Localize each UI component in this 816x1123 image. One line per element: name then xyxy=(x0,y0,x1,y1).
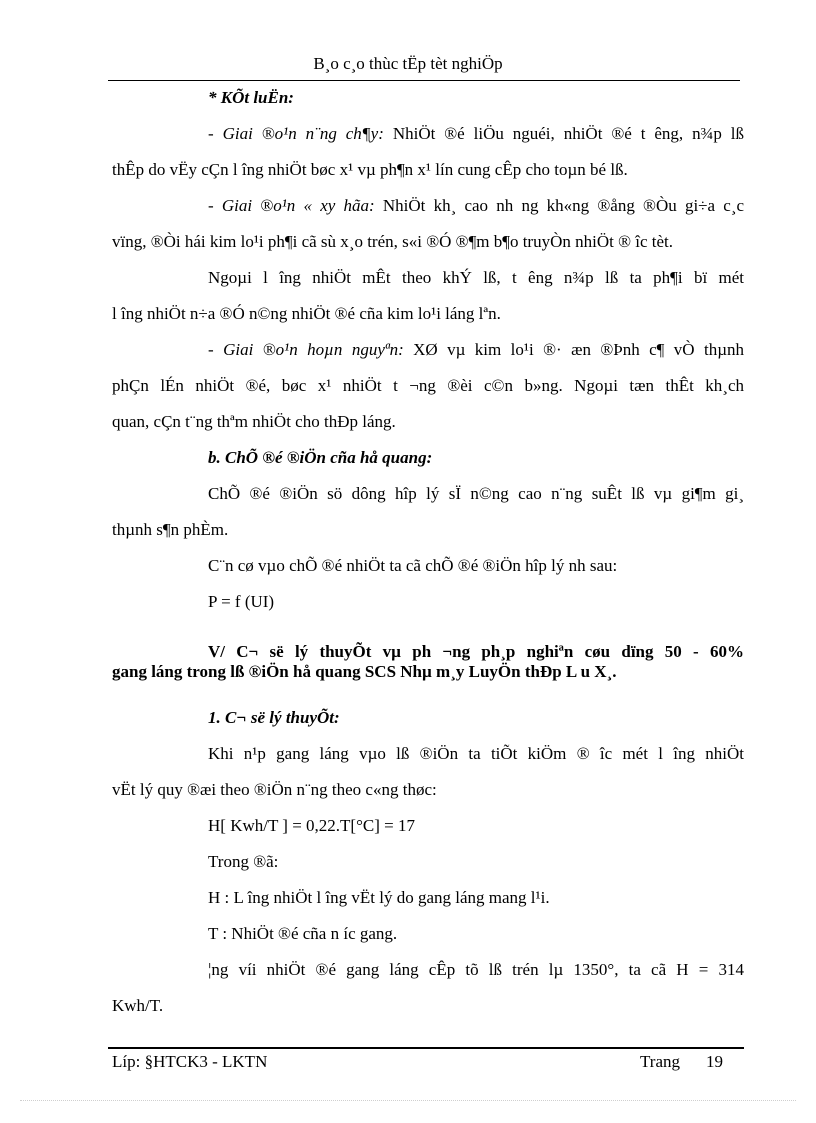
para4-line2: phÇn lÉn nhiÖt ®é, bøc x¹ nhiÖt t ¬ng ®èi c©n b»ng. Ngoµi tæn thÊt kh¸ch xyxy=(112,376,744,395)
footer-page-label: Trang xyxy=(640,1052,680,1071)
para7-line2: vËt lý quy ®æi theo ®iÖn n¨ng theo c«ng thøc: xyxy=(112,780,437,799)
para4-line1-text: XØ vµ kim lo¹i ®· æn ®Þnh c¶ vÒ thµnh xyxy=(403,340,744,359)
para4-line3: quan, cÇn t¨ng thªm nhiÖt cho thÐp láng. xyxy=(112,412,396,431)
heading-1: 1. C¬ së lý thuyÕt: xyxy=(208,708,340,727)
para3-line1: Ngoµi l îng nhiÖt mÊt theo khÝ lß, t êng n¾p lß ta ph¶i bï mét xyxy=(208,268,744,287)
para1-line1 xyxy=(112,116,744,152)
para4-label: - Giai ®o¹n hoµn nguyªn: xyxy=(208,340,404,359)
para1-line2: thÊp do vËy cÇn l îng nhiÖt bøc x¹ vµ ph¶n x¹ lín cung cÊp cho toµn bé lß. xyxy=(112,160,628,179)
page-body xyxy=(112,80,744,1024)
footer-class-label: Líp: §HTCK3 - LKTN xyxy=(112,1052,268,1071)
para7-line1: Khi n¹p gang láng vµo lß ®iÖn ta tiÕt kiÖm ® îc mét l îng nhiÖt xyxy=(208,744,744,763)
definition-h: H : L îng nhiÖt l îng vËt lý do gang láng mang l¹i. xyxy=(208,888,550,907)
para2-line2: vïng, ®Òi hái kim lo¹i ph¶i cã sù x¸o trén, s«i ®Ó ®¶m b¶o truyÒn nhiÖt ® îc tèt. xyxy=(112,232,674,251)
para1-line1-text: NhiÖt ®é liÖu nguéi, nhiÖt ®é t êng, n¾p lß xyxy=(383,124,744,143)
section-v-title xyxy=(112,642,744,682)
para3-line2: l îng nhiÖt n÷a ®Ó n©ng nhiÖt ®é cña kim lo¹i láng lªn. xyxy=(112,304,501,323)
para2-line1 xyxy=(112,188,744,224)
footer-page xyxy=(640,1052,723,1072)
section-v-line2: gang láng trong lß ®iÖn hå quang SCS Nhµ m¸y LuyÖn thÐp L u X¸. xyxy=(112,662,617,681)
para2-label: - Giai ®o¹n « xy hãa: xyxy=(208,196,375,215)
footer-page-number: 19 xyxy=(706,1052,723,1071)
definition-t: T : NhiÖt ®é cña n íc gang. xyxy=(208,924,398,943)
para8-line1: ¦ng víi nhiÖt ®é gang láng cÊp tõ lß trén lµ 1350°, ta cã H = 314 xyxy=(208,960,744,979)
section-v-line1: V/ C¬ së lý thuyÕt vµ ph ¬ng ph¸p nghiªn cøu dïng 50 - 60% xyxy=(208,642,744,661)
heading-conclusion: * KÕt luËn: xyxy=(208,88,294,107)
para4-line1 xyxy=(112,332,744,368)
para2-line1-text: NhiÖt kh¸ cao nh ng kh«ng ®ång ®Òu gi÷a c¸c xyxy=(374,196,744,215)
para1-label: - Giai ®o¹n n¨ng ch¶y: xyxy=(208,124,384,143)
heading-b: b. ChÕ ®é ®iÖn cña hå quang: xyxy=(208,448,433,467)
in-which: Trong ®ã: xyxy=(208,852,279,871)
formula2: H[ Kwh/T ] = 0,22.T[°C] = 17 xyxy=(208,816,415,835)
footer-rule xyxy=(108,1047,744,1049)
page-edge-dotted-line xyxy=(20,1100,796,1101)
para5-line1: ChÕ ®é ®iÖn sö dông hîp lý sÏ n©ng cao n¨ng suÊt lß vµ gi¶m gi¸ xyxy=(208,484,744,503)
para6-line1: C¨n cø vµo chÕ ®é nhiÖt ta cã chÕ ®é ®iÖn hîp lý nh sau: xyxy=(208,556,618,575)
formula1: P = f (UI) xyxy=(208,592,275,611)
para5-line2: thµnh s¶n phÈm. xyxy=(112,520,229,539)
page-header: B¸o c¸o thùc tËp tèt nghiÖp xyxy=(313,54,503,73)
para8-line2: Kwh/T. xyxy=(112,996,164,1015)
